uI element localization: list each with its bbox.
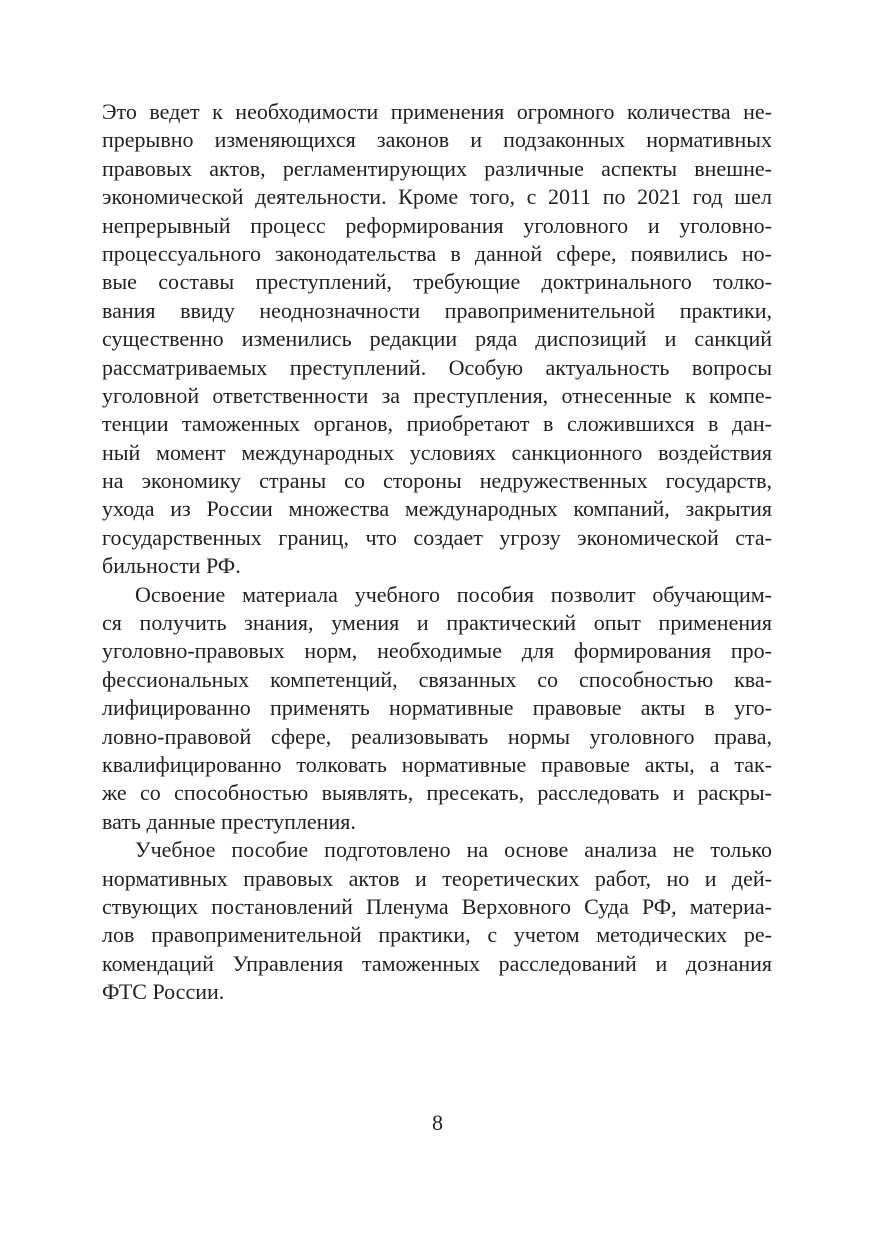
- text-line: квалифицированно толковать нормативные правовые акты, а так-: [102, 751, 772, 777]
- text-line: уголовно-правовых норм, необходимые для формирования про-: [102, 638, 772, 664]
- text-line: тенции таможенных органов, приобретают в сложившихся в дан-: [102, 411, 772, 437]
- text-line: фессиональных компетенций, связанных со способностью ква-: [102, 666, 772, 692]
- text-line: Освоение материала учебного пособия позволит обучающим-: [135, 581, 772, 607]
- text-line: экономической деятельности. Кроме того, с 2011 по 2021 год шел: [102, 184, 772, 210]
- text-line: же со способностью выявлять, пресекать, расследовать и раскры-: [102, 780, 772, 806]
- text-line: вые составы преступлений, требующие доктринального толко-: [102, 269, 772, 295]
- text-line: лифицированно применять нормативные правовые акты в уго-: [102, 695, 772, 721]
- text-line: вать данные преступления.: [102, 808, 356, 834]
- text-line: вания ввиду неоднозначности правоприменительной практики,: [102, 297, 772, 323]
- text-line: рассматриваемых преступлений. Особую актуальность вопросы: [102, 354, 772, 380]
- text-line: ный момент международных условиях санкционного воздействия: [102, 439, 772, 465]
- text-line: комендаций Управления таможенных расследований и дознания: [102, 950, 772, 976]
- text-line: ся получить знания, умения и практический опыт применения: [102, 610, 772, 636]
- paragraph-3: [102, 836, 772, 1006]
- text-line: правовых актов, регламентирующих различные аспекты внешне-: [102, 155, 772, 181]
- text-line: Учебное пособие подготовлено на основе анализа не только: [135, 837, 772, 863]
- page-body: [102, 98, 772, 1007]
- text-line: непрерывный процесс реформирования уголовного и уголовно-: [102, 212, 772, 238]
- text-line: бильности РФ.: [102, 553, 241, 579]
- text-line: государственных границ, что создает угрозу экономической ста-: [102, 524, 772, 550]
- text-line: Это ведет к необходимости применения огромного количества не-: [102, 99, 772, 124]
- text-line: нормативных правовых актов и теоретических работ, но и дей-: [102, 865, 772, 891]
- paragraph-1: [102, 98, 772, 581]
- text-line: прерывно изменяющихся законов и подзаконных нормативных: [102, 127, 772, 153]
- text-line: процессуального законодательства в данной сфере, появились но-: [102, 240, 772, 266]
- text-line: ловно-правовой сфере, реализовывать нормы уголовного права,: [102, 723, 772, 749]
- text-line: лов правоприменительной практики, с учетом методических ре-: [102, 922, 772, 948]
- text-line: ствующих постановлений Пленума Верховного Суда РФ, материа-: [102, 893, 772, 919]
- text-line: ухода из России множества международных компаний, закрытия: [102, 496, 772, 522]
- text-line: ФТС России.: [102, 979, 225, 1005]
- text-line: существенно изменились редакции ряда диспозиций и санкций: [102, 326, 772, 352]
- text-line: уголовной ответственности за преступления, отнесенные к компе-: [102, 382, 772, 408]
- paragraph-2: [102, 581, 772, 837]
- page-number: 8: [432, 1110, 443, 1135]
- text-line: на экономику страны со стороны недружественных государств,: [102, 468, 772, 494]
